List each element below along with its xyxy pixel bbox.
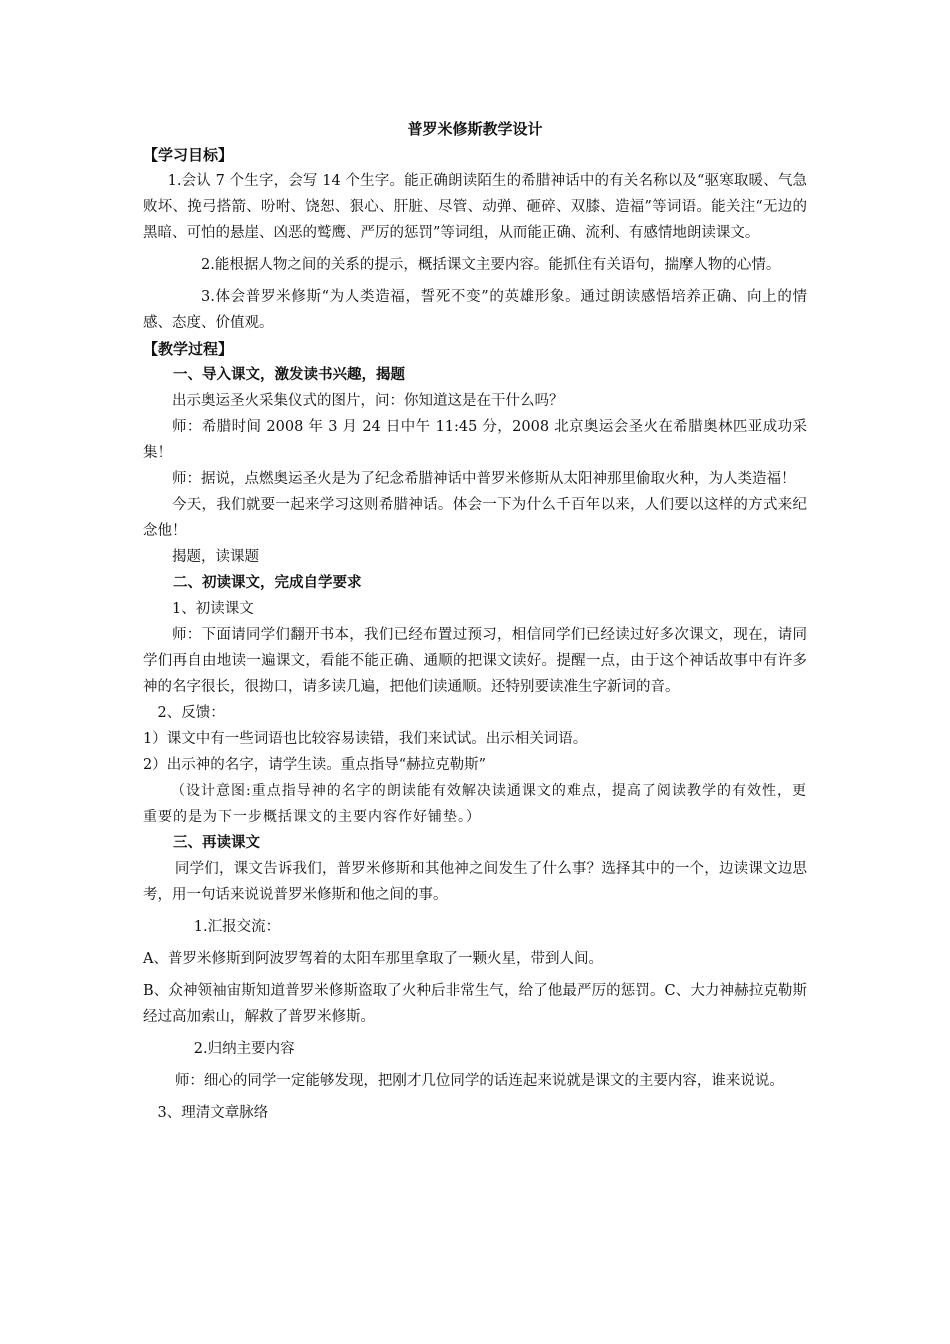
document-title: 普罗米修斯教学设计 <box>407 120 543 138</box>
objective-2: 2.能根据人物之间的关系的提示，概括课文主要内容。能抓住有关语句，揣摩人物的心情。 <box>201 257 781 273</box>
part2-teacher: 师：下面请同学们翻开书本，我们已经布置过预习，相信同学们已经读过好多次课文，现在，请同学们再自由地读一遍课文，看能不能正确、通顺的把课文读好。提醒一点，由于这个神话故事中有许多神的名字很长，很拗口，请多读几遍，把他们读通顺。还特别要读准生字新词的音。 <box>143 627 807 695</box>
part3-sub3: 3、理清文章脉络 <box>157 1105 269 1121</box>
section-objectives: 【学习目标】 <box>143 146 234 164</box>
objective-3: 3.体会普罗米修斯“为人类造福，誓死不变”的英雄形象。通过朗读感悟培养正确、向上的情感、态度、价值观。 <box>143 289 807 331</box>
part1-line-4: 今天，我们就要一起来学习这则希腊神话。体会一下为什么千百年以来，人们要以这样的方式来纪念他！ <box>143 497 807 539</box>
part3-item-a: A、普罗米修斯到阿波罗驾着的太阳车那里拿取了一颗火星，带到人间。 <box>143 951 603 967</box>
document-page <box>143 118 807 1126</box>
part3-item-bc: B、众神领袖宙斯知道普罗米修斯盗取了火种后非常生气，给了他最严厉的惩罚。C、大力神赫拉克勒斯经过高加索山，解救了普罗米修斯。 <box>143 983 807 1025</box>
part2-item2: 2）出示神的名字，请学生读。重点指导“赫拉克勒斯” <box>143 757 487 773</box>
part2-sub2: 2、反馈： <box>157 705 225 721</box>
part3-sub1: 1.汇报交流： <box>193 919 281 935</box>
part1-line-5: 揭题，读课题 <box>172 549 259 565</box>
part2-item1: 1）课文中有一些词语也比较容易读错，我们来试试。出示相关词语。 <box>143 731 588 747</box>
part2-sub1: 1、初读课文 <box>172 601 254 617</box>
part3-sub2: 2.归纳主要内容 <box>193 1041 295 1057</box>
part1-line-1: 出示奥运圣火采集仪式的图片，问：你知道这是在干什么吗？ <box>172 393 564 409</box>
part1-line-2: 师：希腊时间 2008 年 3 月 24 日中午 11:45 分，2008 北京奥运会圣火在希腊奥林匹亚成功采集！ <box>143 419 807 461</box>
part3-teacher: 师：细心的同学一定能够发现，把刚才几位同学的话连起来说就是课文的主要内容，谁来说说。 <box>174 1073 784 1089</box>
part1-heading: 一、导入课文，激发读书兴趣，揭题 <box>173 366 405 383</box>
part3-heading: 三、再读课文 <box>173 834 260 851</box>
part1-line-3: 师：据说，点燃奥运圣火是为了纪念希腊神话中普罗米修斯从太阳神那里偷取火种，为人类造福！ <box>172 471 796 487</box>
part2-heading: 二、初读课文，完成自学要求 <box>173 574 362 591</box>
objective-1: 1.会认 7 个生字，会写 14 个生字。能正确朗读陌生的希腊神话中的有关名称以及“驱寒取暖、气急败坏、挽弓搭箭、吩咐、饶恕、狠心、肝脏、尽管、动弹、砸碎、双膝、造福”等词语。能关注“无边的黑暗、可怕的悬崖、凶恶的鹫鹰、严厉的惩罚”等词组，从而能正确、流利、有感情地朗读课文。 <box>143 173 807 241</box>
section-process: 【教学过程】 <box>143 340 234 358</box>
design-note: （设计意图:重点指导神的名字的朗读能有效解决读通课文的难点，提高了阅读教学的有效性，更重要的是为下一步概括课文的主要内容作好铺垫。） <box>143 783 807 825</box>
part3-intro: 同学们，课文告诉我们，普罗米修斯和其他神之间发生了什么事？选择其中的一个，边读课文边思考，用一句话来说说普罗米修斯和他之间的事。 <box>143 861 807 903</box>
